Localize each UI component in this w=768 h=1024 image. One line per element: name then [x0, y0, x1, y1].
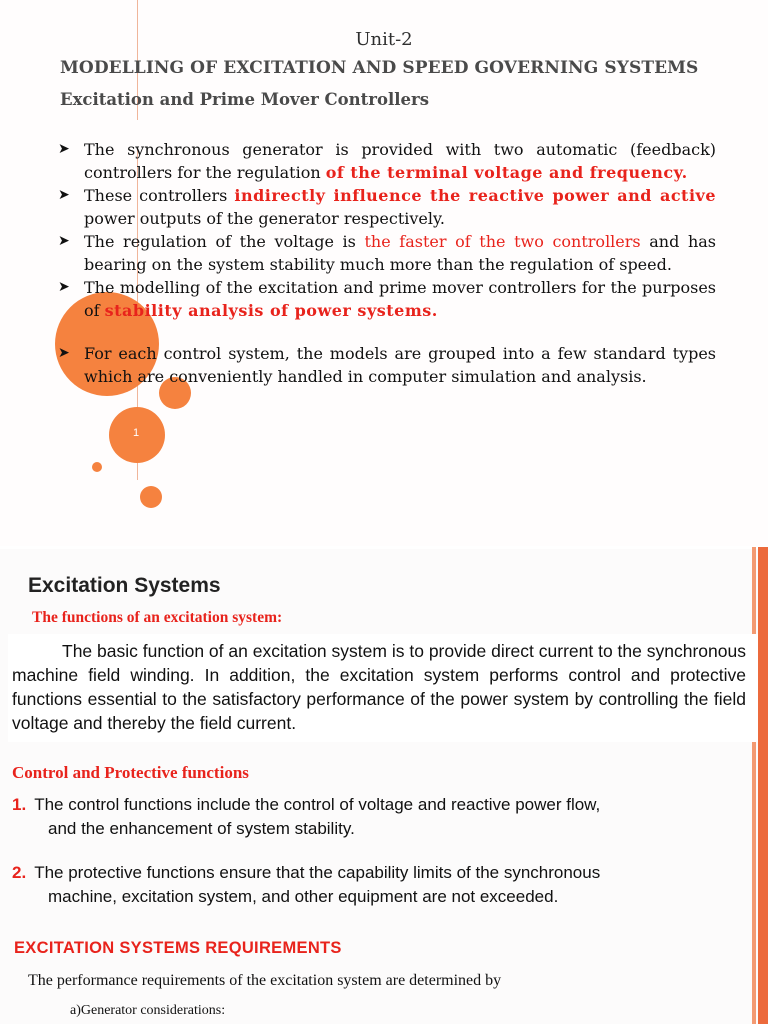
accent-bar	[758, 547, 768, 1024]
bullet-item	[58, 276, 716, 322]
performance-text: The performance requirements of the excitation system are determined by	[28, 972, 502, 989]
requirements-title: EXCITATION SYSTEMS REQUIREMENTS	[14, 939, 342, 957]
functions-paragraph: The basic function of an excitation system is to provide direct current to the synchronous machine field winding. In addition, the excitation system performs control and protective functions essential to the satisfactory performance of the power system by controlling the field voltage and thereby the field current.	[12, 641, 746, 733]
slide-divider	[0, 547, 768, 549]
bullet-highlight: indirectly influence the reactive power and active	[234, 186, 716, 205]
bullet-text: power outputs of the generator respectively.	[84, 209, 445, 228]
bullet-list	[58, 138, 716, 388]
bullet-item	[58, 342, 716, 388]
item-text: The control functions include the control of voltage and reactive power flow,	[34, 795, 601, 814]
bullet-text: The synchronous generator is provided with two automatic (feedback) controllers for the regulation	[84, 140, 716, 182]
slide-subtitle: Excitation and Prime Mover Controllers	[60, 90, 429, 109]
decorative-circle-tiny	[92, 462, 102, 472]
bullet-item	[58, 230, 716, 276]
bullet-highlight: stability analysis of power systems.	[104, 301, 438, 320]
bullet-text: The modelling of the excitation and prime mover controllers for the purposes of	[84, 278, 716, 320]
bullet-item	[58, 184, 716, 230]
bullet-highlight: of the terminal voltage and frequency.	[325, 163, 688, 182]
item-number: 2.	[12, 863, 27, 882]
bullet-text: For each control system, the models are grouped into a few standard types which are conveniently handled in computer simulation and analysis.	[84, 344, 716, 386]
slide-title: MODELLING OF EXCITATION AND SPEED GOVERNING SYSTEMS	[60, 58, 699, 78]
unit-heading: Unit-2	[355, 29, 413, 50]
item-text-continued: and the enhancement of system stability.	[48, 819, 355, 838]
arrow-bullet-icon: ➤	[58, 233, 70, 249]
control-protective-title: Control and Protective functions	[12, 763, 249, 782]
arrow-bullet-icon: ➤	[58, 279, 70, 295]
item-number: 1.	[12, 795, 27, 814]
item-text: The protective functions ensure that the capability limits of the synchronous	[34, 863, 601, 882]
decorative-circle-small	[140, 486, 162, 508]
arrow-bullet-icon: ➤	[58, 187, 70, 203]
item-text-continued: machine, excitation system, and other equipment are not exceeded.	[48, 887, 559, 906]
accent-bar	[752, 547, 756, 1024]
numbered-item	[12, 861, 742, 909]
section-heading: Excitation Systems	[28, 574, 221, 597]
generator-considerations: a)Generator considerations:	[70, 1003, 226, 1018]
slide-number: 1	[133, 427, 140, 439]
functions-title: The functions of an excitation system:	[32, 609, 283, 626]
bullet-text: The regulation of the voltage is	[84, 232, 365, 251]
slide-2	[0, 547, 768, 1024]
bullet-text: These controllers	[84, 186, 235, 205]
bullet-highlight: the faster of the two controllers	[364, 232, 641, 251]
arrow-bullet-icon: ➤	[58, 141, 70, 157]
bullet-item	[58, 138, 716, 184]
numbered-item	[12, 793, 742, 841]
bullet-text: and has bearing on the system stability much more than the regulation of speed.	[84, 232, 717, 274]
arrow-bullet-icon: ➤	[58, 345, 70, 361]
